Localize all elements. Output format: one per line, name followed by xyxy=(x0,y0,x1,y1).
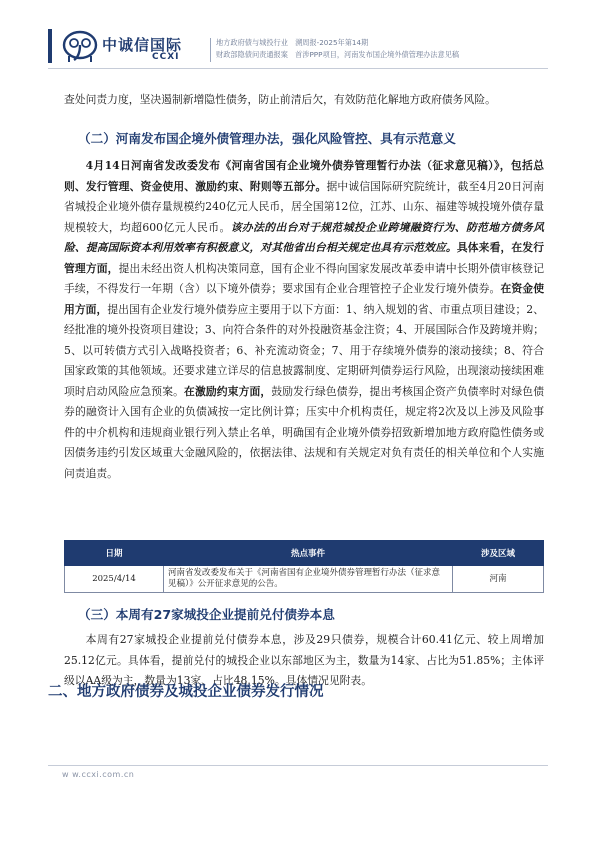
fund-usage-text: 提出国有企业发行境外债券应主要用于以下方面：1、纳入规划的省、市重点项目建设；2、经批准的境外投资项目建设；3、向符合条件的对外投融资基金注资；4、开展国际合作及跨境并购；5、以可转债方式引入战略投资者；6、补充流动资金；7、用于存续境外债券的滚动接续；8、符合国家政策的其他领域。还要求建立详尽的信息披露制度、定期研判债券运行风险，出现滚动接续困难项时启动风险应急预案。 xyxy=(64,302,544,398)
paragraph-early-redemption: 本周有27家城投企业提前兑付债券本息，涉及29只债券，规模合计60.41亿元、较上周增加25.12亿元。具体看，提前兑付的城投企业以东部地区为主，数量为14家、占比为51.85%；主体评级以AA级为主，数量为13家、占比48.15%。具体情况见附表。 xyxy=(64,633,544,687)
issuance-management-text: 提出未经出资人机构决策同意，国有企业不得向国家发展改革委申请中长期外债审核登记手续，不得发行一年期（含）以下境外债券；要求国有企业合理管控子企业发行境外债券。 xyxy=(64,261,545,295)
column-header-event: 热点事件 xyxy=(164,541,453,566)
header-report-title: 地方政府债与城投行业 溯周报-2025年第14期 xyxy=(216,38,369,47)
elephant-logo-icon xyxy=(60,30,100,64)
column-header-region: 涉及区域 xyxy=(453,541,544,566)
header-separator xyxy=(210,38,211,62)
incentive-constraint-text: 鼓励发行绿色债券，提出考核国企资产负债率时对绿色债券的融资计入国有企业的负债减按一定比例计算；压实中介机构责任，规定将2次及以上涉及风险事件的中介机构和违规商业银行列入禁止名单，明确国有企业境外债券招致新增加地方政府隐性债务或因债务违约引发区域重大金融风险的，依据法律、法规和有关规定对负有责任的相关单位和个人实施问责追责。 xyxy=(64,384,545,480)
section-2-heading: （二）河南发布国企境外债管理办法，强化风险管控、具有示范意义 xyxy=(78,131,456,146)
header-divider xyxy=(48,68,548,69)
issuance-management-label: 具体来看，在发行管理方面， xyxy=(64,241,545,275)
logo-chinese-name: 中诚信国际 xyxy=(102,36,183,54)
header-accent-bar xyxy=(48,29,52,63)
paragraph-henan-policy xyxy=(64,156,544,484)
event-region-cell: 河南 xyxy=(453,566,544,593)
event-date-cell: 2025/4/14 xyxy=(65,566,164,593)
fund-usage-label: 在资金使用方面， xyxy=(64,282,545,316)
chapter-2-heading: 二、地方政府债券及城投企业债券发行情况 xyxy=(48,684,324,700)
table-row xyxy=(65,566,544,593)
event-description-cell: 河南省发改委发布关于《河南省国有企业境外债券管理暂行办法（征求意见稿）》公开征求意见的公告。 xyxy=(164,566,453,593)
header-report-subtitle: 财政部隐债问责通报案 首涉PPP项目，河南发布国企境外债管理办法意见稿 xyxy=(216,50,460,59)
header-report-info xyxy=(216,37,556,61)
section-3-heading: （三）本周有27家城投企业提前兑付债券本息 xyxy=(78,607,335,622)
policy-lead-sentence: 4月14日河南省发改委发布《河南省国有企业境外债券管理暂行办法（征求意见稿）》，包括总则、发行管理、资金使用、激励约束、附则等五部分。 xyxy=(64,159,544,193)
footer-website-link[interactable]: w w.ccxi.com.cn xyxy=(62,770,135,779)
incentive-constraint-label: 在激励约束方面， xyxy=(184,384,272,398)
ccxi-logo xyxy=(60,30,202,64)
logo-english-name: CCXI xyxy=(152,52,180,62)
paragraph-continuation: 查处问责力度，坚决遏制新增隐性债务，防止前清后欠，有效防范化解地方政府债务风险。 xyxy=(64,93,496,106)
policy-statistics-text: 据中诚信国际研究院统计，截至4月20日河南省城投企业境外债存量规模约240亿元人民币，居全国第12位，江苏、山东、福建等城投境外债存量规模较大，均超600亿元人民币。 xyxy=(64,179,545,234)
page-header xyxy=(0,0,595,80)
hot-events-table xyxy=(64,540,544,593)
policy-significance-text: 该办法的出台对于规范城投企业跨境融资行为、防范地方债务风险、提高国际资本利用效率有积极意义，对其他省出台相关规定也具有示范效应。 xyxy=(64,220,545,254)
column-header-date: 日期 xyxy=(65,541,164,566)
table-header-row xyxy=(65,541,544,566)
footer-divider xyxy=(48,765,548,766)
